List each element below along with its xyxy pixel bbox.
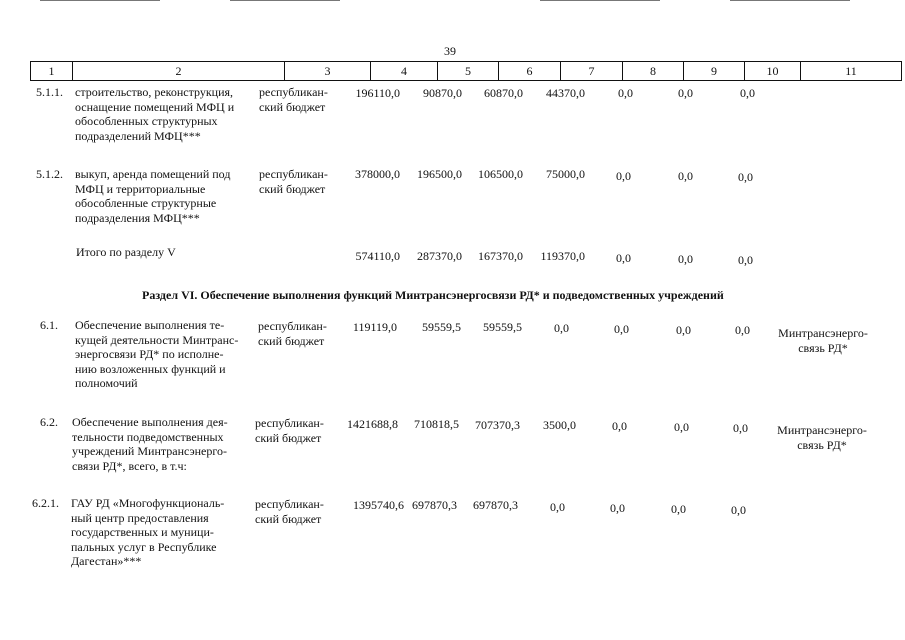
- desc-line: выкуп, аренда помещений под: [75, 167, 231, 181]
- value-col5: 59559,5: [422, 320, 461, 334]
- desc-line: Обеспечение выполнения те-: [75, 318, 225, 332]
- value-col10: 0,0: [738, 170, 753, 184]
- value-col6: 59559,5: [483, 320, 522, 334]
- col-header-8: 8: [623, 62, 684, 80]
- col-header-3: 3: [285, 62, 371, 80]
- col-header-4: 4: [371, 62, 438, 80]
- value-col6: 167370,0: [478, 249, 523, 263]
- executor-line: Минтрансэнерго-: [778, 326, 868, 340]
- desc-line: пальных услуг в Республике: [71, 539, 217, 554]
- desc-line: строительство, реконструкция,: [75, 85, 234, 99]
- value-col9: 0,0: [676, 323, 691, 337]
- source-line: республикан-: [255, 497, 324, 511]
- source-line: ский бюджет: [255, 430, 322, 445]
- row-id: 5.1.1.: [36, 85, 63, 99]
- source-line: ский бюджет: [255, 511, 322, 526]
- source-line: ский бюджет: [259, 99, 326, 114]
- col-header-11: 11: [845, 64, 857, 78]
- funding-source: [259, 167, 328, 196]
- table-header-row: [30, 61, 902, 81]
- col-header-2: 2: [73, 62, 285, 80]
- total-label: Итого по разделу V: [76, 245, 176, 259]
- value-col9: 0,0: [671, 502, 686, 516]
- value-col10: 0,0: [738, 253, 753, 267]
- scan-edge-line: [230, 0, 340, 1]
- executor-line: связь РД*: [798, 340, 848, 355]
- section-title: Раздел VI. Обеспечение выполнения функций Минтрансэнергосвязи РД* и подведомственных учреждений: [142, 288, 724, 302]
- desc-line: подразделения МФЦ***: [75, 210, 200, 225]
- value-col9: 0,0: [678, 86, 693, 100]
- executor-line: связь РД*: [797, 437, 847, 452]
- value-col10: 0,0: [731, 503, 746, 517]
- row-description: [72, 415, 247, 473]
- row-id: 5.1.2.: [36, 167, 63, 181]
- page-number: 39: [444, 44, 456, 58]
- row-id: 6.2.1.: [32, 496, 59, 510]
- value-col4: 196110,0: [355, 86, 400, 100]
- value-col8: 0,0: [616, 251, 631, 265]
- value-col7: 0,0: [550, 500, 565, 514]
- funding-source: [255, 497, 324, 526]
- desc-line: обособленные структурные: [75, 196, 217, 211]
- col-header-6: 6: [499, 62, 561, 80]
- desc-line: энергосвязи РД* по исполне-: [75, 347, 224, 362]
- source-line: республикан-: [258, 319, 327, 333]
- desc-line: связи РД*, всего, в т.ч:: [72, 458, 187, 473]
- value-col4: 1421688,8: [347, 417, 398, 431]
- funding-source: [258, 319, 327, 348]
- value-col8: 0,0: [612, 419, 627, 433]
- col-header-1: 1: [31, 62, 73, 80]
- executor-line: Минтрансэнерго-: [777, 423, 867, 437]
- value-col5: 90870,0: [423, 86, 462, 100]
- value-col7: 0,0: [554, 321, 569, 335]
- value-col5: 196500,0: [417, 167, 462, 181]
- desc-line: полномочий: [75, 376, 138, 391]
- value-col10: 0,0: [733, 421, 748, 435]
- value-col6: 106500,0: [478, 167, 523, 181]
- col-header-7: 7: [561, 62, 623, 80]
- value-col10: 0,0: [740, 86, 755, 100]
- value-col4: 574110,0: [355, 249, 400, 263]
- funding-source: [255, 416, 324, 445]
- desc-line: МФЦ и территориальные: [75, 181, 206, 196]
- value-col7: 75000,0: [546, 167, 585, 181]
- row-id: 6.2.: [40, 415, 58, 429]
- value-col9: 0,0: [674, 420, 689, 434]
- value-col7: 3500,0: [543, 418, 576, 432]
- desc-line: ный центр предоставления: [71, 510, 209, 525]
- desc-line: подразделений МФЦ***: [75, 128, 201, 143]
- value-col7: 44370,0: [546, 86, 585, 100]
- value-col8: 0,0: [610, 501, 625, 515]
- desc-line: Дагестан»***: [71, 554, 142, 569]
- value-col8: 0,0: [614, 322, 629, 336]
- scan-edge-line: [730, 0, 850, 1]
- executor: [773, 326, 873, 355]
- source-line: республикан-: [259, 85, 328, 99]
- value-col8: 0,0: [618, 86, 633, 100]
- value-col6: 707370,3: [475, 418, 520, 432]
- value-col8: 0,0: [616, 169, 631, 183]
- desc-line: учреждений Минтрансэнерго-: [72, 444, 227, 459]
- desc-line: государственных и муници-: [71, 525, 214, 540]
- source-line: ский бюджет: [258, 333, 325, 348]
- row-description: [75, 167, 253, 225]
- desc-line: Обеспечение выполнения дея-: [72, 415, 228, 429]
- desc-line: ГАУ РД «Многофункциональ-: [71, 496, 225, 510]
- value-col6: 697870,3: [473, 498, 518, 512]
- row-description: [71, 496, 247, 569]
- value-col5: 697870,3: [412, 498, 457, 512]
- row-description: [75, 85, 253, 143]
- source-line: ский бюджет: [259, 181, 326, 196]
- col-header-5: 5: [438, 62, 499, 80]
- row-description: [75, 318, 250, 391]
- row-id: 6.1.: [40, 318, 58, 332]
- value-col5: 710818,5: [414, 417, 459, 431]
- desc-line: оснащение помещений МФЦ и: [75, 99, 235, 114]
- desc-line: нию возложенных функций и: [75, 361, 226, 376]
- executor: [772, 423, 872, 452]
- value-col7: 119370,0: [540, 249, 585, 263]
- value-col9: 0,0: [678, 252, 693, 266]
- value-col5: 287370,0: [417, 249, 462, 263]
- desc-line: обособленных структурных: [75, 114, 218, 129]
- desc-line: кущей деятельности Минтранс-: [75, 332, 239, 347]
- scan-edge-line: [40, 0, 160, 1]
- value-col4: 119119,0: [352, 320, 397, 334]
- value-col4: 378000,0: [355, 167, 400, 181]
- value-col9: 0,0: [678, 169, 693, 183]
- source-line: республикан-: [255, 416, 324, 430]
- value-col6: 60870,0: [484, 86, 523, 100]
- desc-line: тельности подведомственных: [72, 429, 224, 444]
- col-header-9: 9: [684, 62, 745, 80]
- scan-edge-line: [540, 0, 660, 1]
- funding-source: [259, 85, 328, 114]
- value-col10: 0,0: [735, 323, 750, 337]
- value-col4: 1395740,6: [353, 498, 404, 512]
- col-header-10: 10: [745, 62, 801, 80]
- source-line: республикан-: [259, 167, 328, 181]
